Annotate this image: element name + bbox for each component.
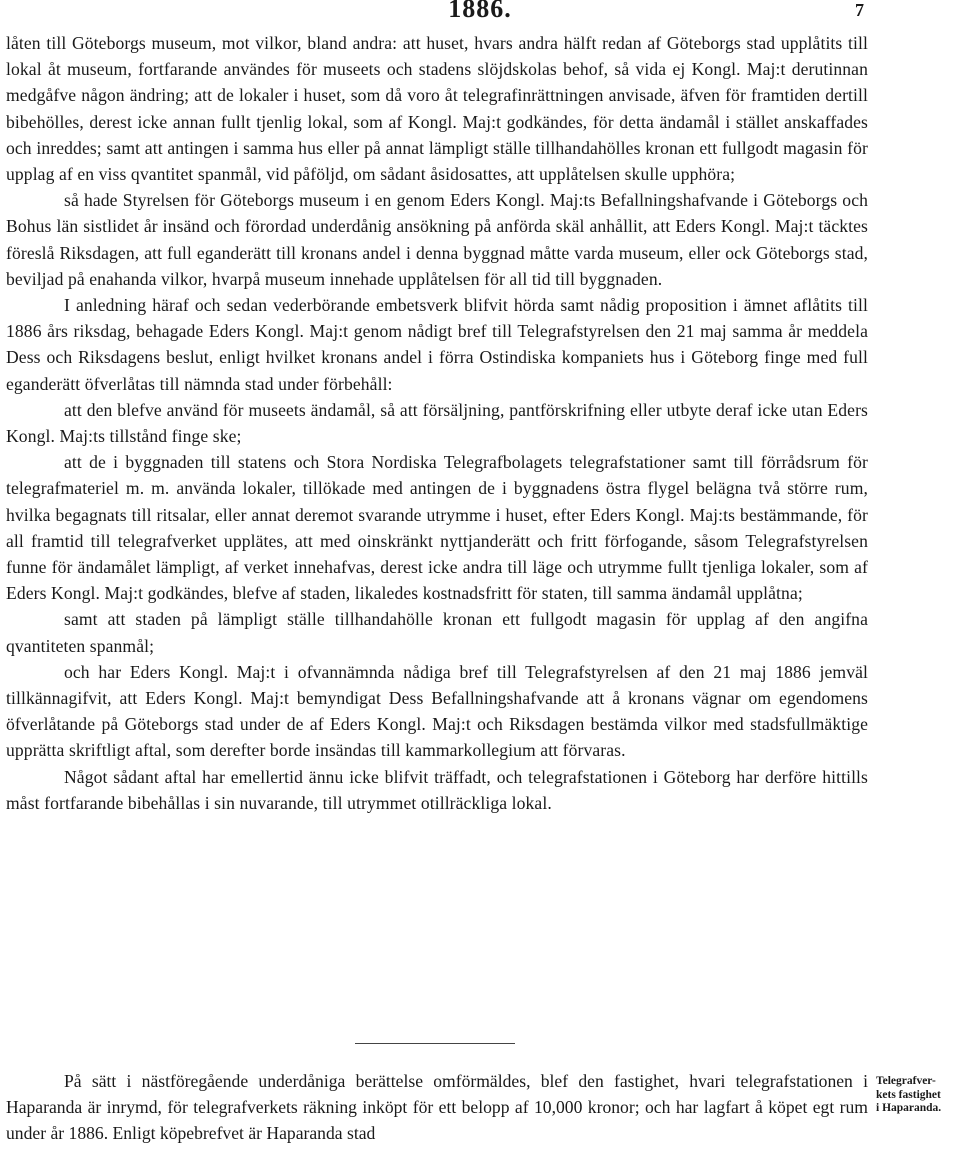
paragraph: Något sådant aftal har emellertid ännu icke blifvit träffadt, och telegrafstationen i Göteborg har derföre hittills måst fortfarande bibehållas i sin nuvarande, till utrymmet otillräckliga lokal. (6, 766, 868, 813)
paragraph: På sätt i nästföregående underdåniga berättelse omförmäldes, blef den fastighet, hvari telegrafstationen i Haparanda är inrymd, för telegrafverkets räkning inköpt för ett belopp af 10,000 kronor; och har lagfart å köpet egt rum under år 1886. Enligt köpebrefvet är Haparanda stad (6, 1071, 868, 1144)
margin-note (876, 1075, 960, 1116)
main-text (6, 30, 868, 816)
margin-note-line: Telegrafver- (876, 1075, 936, 1087)
bottom-section (6, 1068, 868, 1147)
page-number: 7 (855, 0, 864, 20)
page-year: 1886. (448, 0, 512, 23)
paragraph: I anledning häraf och sedan vederbörande embetsverk blifvit hörda samt nådig proposition i ämnet aflåtits till 1886 års riksdag, behagade Eders Kongl. Maj:t genom nådigt bref till Telegrafstyrelsen den 21 maj samma år meddela Dess och Riksdagens beslut, enligt hvilket kronans andel i förra Ostindiska kompaniets hus i Göteborg finge med full eganderätt öfverlåtas till nämnda stad under förbehåll: (6, 295, 868, 394)
paragraph: samt att staden på lämpligt ställe tillhandahölle kronan ett fullgodt magasin för upplag af den angifna qvantiteten spanmål; (6, 609, 868, 656)
margin-note-line: kets fastighet (876, 1088, 941, 1101)
paragraph: att de i byggnaden till statens och Stora Nordiska Telegrafbolagets telegrafstationer samt till förrådsrum för telegrafmateriel m. m. använda lokaler, tillökade med antingen de i byggnadens östra flygel belägna två större rum, hvilka begagnats till ritsalar, eller annat deremot svarande utrymme i huset, efter Eders Kongl. Maj:ts bestämmande, för all framtid till telegrafverket upplätes, att med oinskränkt nyttjanderätt och fritt förfogande, såsom Telegrafstyrelsen funne för ändamålet lämpligt, af verket innehafvas, derest icke andra till läge och utrymme fullt tjenliga lokaler, som af Eders Kongl. Maj:t godkändes, blefve af staden, likaledes kostnadsfritt för staten, till samma ändamål upplåtna; (6, 452, 868, 604)
margin-note-line: i Haparanda. (876, 1102, 942, 1114)
paragraph: så hade Styrelsen för Göteborgs museum i en genom Eders Kongl. Maj:ts Befallningshafvande i Göteborgs och Bohus län sistlidet år insänd och förordad underdånig ansökning på anförda skäl anhållit, att Eders Kongl. Maj:t täcktes föreslå Riksdagen, att full eganderätt till kronans andel i denna byggnad måtte varda museum, eller ock Göteborgs stad, beviljad på enahanda vilkor, hvarpå museum innehade upplåtelsen för all tid till byggnaden. (6, 190, 868, 289)
section-divider (355, 1043, 515, 1044)
paragraph: låten till Göteborgs museum, mot vilkor, bland andra: att huset, hvars andra hälft redan af Göteborgs stad upplåtits till lokal åt museum, fortfarande användes för museets och stadens slöjdskolas behof, så vida ej Kongl. Maj:t derutinnan medgåfve någon ändring; att de lokaler i huset, som då voro åt telegrafinrättningen anvisade, äfven för framtiden dertill bibehölles, derest icke annan fullt tjenlig lokal, som af Kongl. Maj:t godkändes, för detta ändamål i stället anskaffades och inreddes; samt att antingen i samma hus eller på annat lämpligt ställe tillhandahölles kronan ett fullgodt magasin för upplag af en viss qvantitet spanmål, vid påföljd, om sådant åsidosattes, att upplåtelsen skulle upphöra; (6, 33, 868, 185)
paragraph: och har Eders Kongl. Maj:t i ofvannämnda nådiga bref till Telegrafstyrelsen af den 21 maj 1886 jemväl tillkännagifvit, att Eders Kongl. Maj:t bemyndigat Dess Befallningshafvande att å kronans vägnar om egendomens öfverlåtande på Göteborgs stad under de af Eders Kongl. Maj:t och Riksdagen bestämda vilkor med stadsfullmäktige upprätta skriftligt aftal, som derefter borde insändas till kammarkollegium att förvaras. (6, 661, 868, 761)
page-header (0, 0, 960, 26)
paragraph: att den blefve använd för museets ändamål, så att försäljning, pantförskrifning eller utbyte deraf icke utan Eders Kongl. Maj:ts tillstånd finge ske; (6, 399, 868, 447)
